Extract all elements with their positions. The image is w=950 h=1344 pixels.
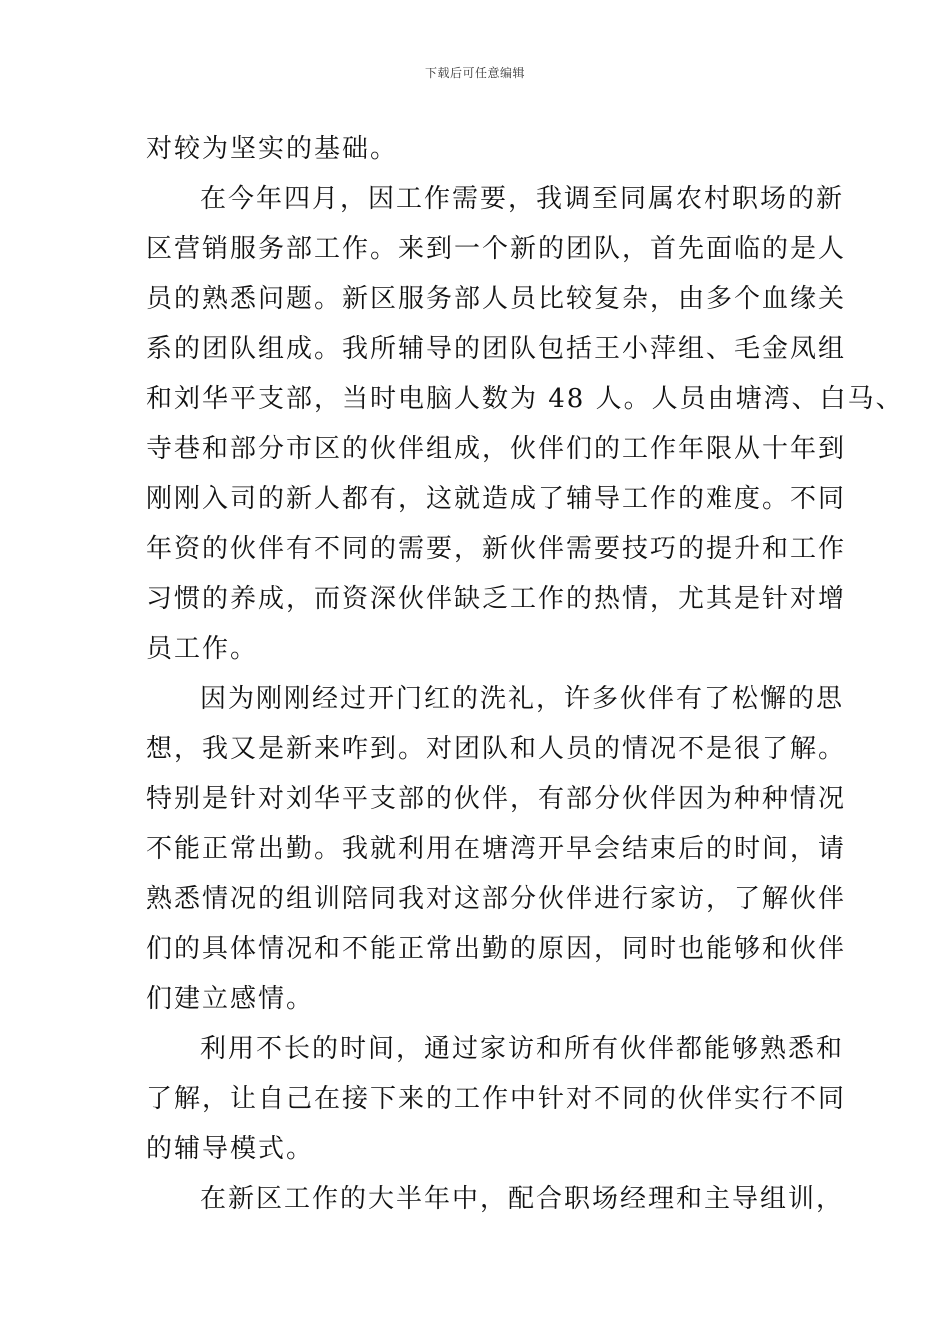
page-header: 下载后可任意编辑	[424, 66, 525, 80]
text-line: 员的熟悉问题。新区服务部人员比较复杂，由多个血缘关	[146, 284, 847, 314]
text-line: 了解，让自己在接下来的工作中针对不同的伙伴实行不同	[146, 1084, 847, 1114]
text-line: 们建立感情。	[146, 984, 315, 1014]
paragraph-first-line: 在今年四月，因工作需要，我调至同属农村职场的新	[200, 184, 845, 214]
text-line: 不能正常出勤。我就利用在塘湾开早会结束后的时间，请	[146, 834, 847, 864]
text-line: 寺巷和部分市区的伙伴组成，伙伴们的工作年限从十年到	[146, 434, 847, 464]
text-line: 特别是针对刘华平支部的伙伴，有部分伙伴因为种种情况	[146, 784, 847, 814]
text-line: 刚刚入司的新人都有，这就造成了辅导工作的难度。不同	[146, 484, 847, 514]
text-line: 熟悉情况的组训陪同我对这部分伙伴进行家访，了解伙伴	[146, 884, 847, 914]
text-line: 区营销服务部工作。来到一个新的团队，首先面临的是人	[146, 234, 847, 264]
text-line: 想，我又是新来咋到。对团队和人员的情况不是很了解。	[146, 734, 847, 764]
text-line: 年资的伙伴有不同的需要，新伙伴需要技巧的提升和工作	[146, 534, 847, 564]
text-line: 习惯的养成，而资深伙伴缺乏工作的热情，尤其是针对增	[146, 584, 847, 614]
paragraph-first-line: 因为刚刚经过开门红的洗礼，许多伙伴有了松懈的思	[200, 684, 845, 714]
paragraph-first-line: 在新区工作的大半年中，配合职场经理和主导组训，	[200, 1184, 845, 1214]
text-line: 的辅导模式。	[146, 1134, 315, 1164]
text-line: 们的具体情况和不能正常出勤的原因，同时也能够和伙伴	[146, 934, 847, 964]
text-line: 对较为坚实的基础。	[146, 134, 399, 164]
text-line: 和刘华平支部，当时电脑人数为 48 人。人员由塘湾、白马、	[146, 384, 904, 414]
text-line: 员工作。	[146, 634, 259, 664]
paragraph-first-line: 利用不长的时间，通过家访和所有伙伴都能够熟悉和	[200, 1034, 845, 1064]
text-line: 系的团队组成。我所辅导的团队包括王小萍组、毛金凤组	[146, 334, 847, 364]
